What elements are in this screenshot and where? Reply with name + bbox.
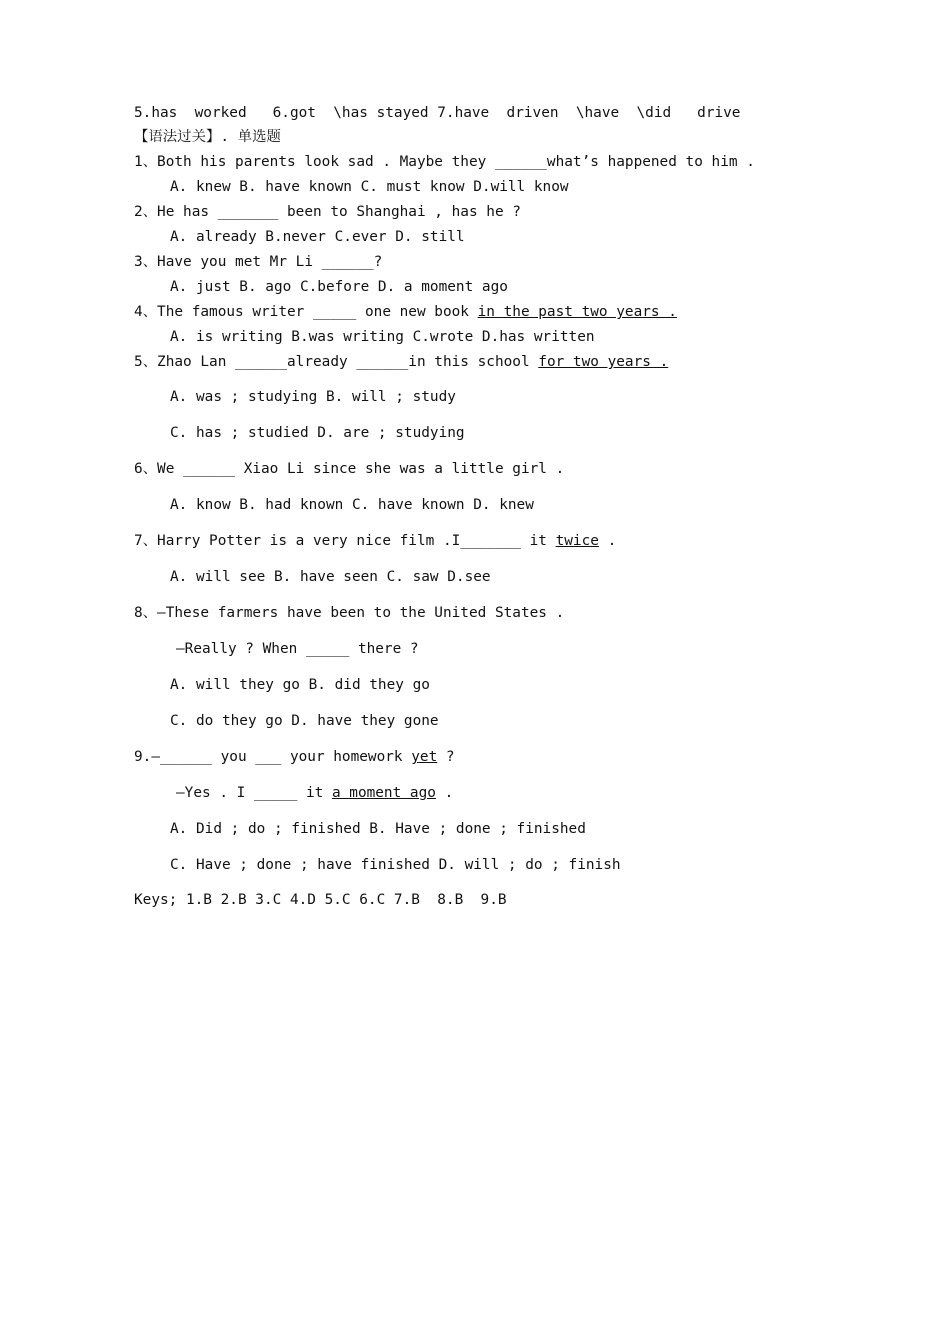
question-7-after: . [598,533,617,549]
section-heading: 【语法过关】. 单选题 [134,129,281,145]
question-1-options: A. knew B. have known C. must know D.will know [170,179,569,195]
question-9-reply-underlined: a moment ago [331,785,436,801]
question-9-text: 9.—______ you ___ your homework [134,749,412,765]
question-2: 2、He has _______ been to Shanghai , has he ? [134,204,521,220]
question-2-options: A. already B.never C.ever D. still [170,229,465,245]
question-7 [134,532,616,550]
question-9-options-2: C. Have ; done ; have finished D. will ; do ; finish [170,857,621,873]
question-5 [134,353,668,371]
question-8-options-2: C. do they go D. have they gone [170,713,439,729]
previous-answers-line: 5.has worked 6.got \has stayed 7.have driven \have \did drive [134,105,741,121]
question-9 [134,748,455,766]
question-9-after: ? [437,749,455,765]
question-3: 3、Have you met Mr Li ______? [134,254,383,270]
question-6: 6、We ______ Xiao Li since she was a little girl . [134,461,565,477]
question-5-underlined: for two years . [538,354,669,370]
question-8-options-1: A. will they go B. did they go [170,677,430,693]
question-9-reply-text: —Yes . I _____ it [176,785,332,801]
question-4 [134,303,677,321]
question-5-text: 5、Zhao Lan ______already ______in this school [134,354,539,370]
question-5-options-2: C. has ; studied D. are ; studying [170,425,465,441]
question-3-options: A. just B. ago C.before D. a moment ago [170,279,508,295]
question-1: 1、Both his parents look sad . Maybe they ______what’s happened to him . [134,154,755,170]
question-9-reply [176,784,453,802]
question-4-options: A. is writing B.was writing C.wrote D.has written [170,329,595,345]
answer-keys: Keys; 1.B 2.B 3.C 4.D 5.C 6.C 7.B 8.B 9.B [134,892,507,908]
question-9-options-1: A. Did ; do ; finished B. Have ; done ; finished [170,821,586,837]
question-4-underlined: in the past two years . [477,304,677,320]
question-8: 8、—These farmers have been to the United States . [134,605,565,621]
question-9-reply-after: . [435,785,454,801]
question-8-reply: —Really ? When _____ there ? [176,641,419,657]
question-4-text: 4、The famous writer _____ one new book [134,304,478,320]
question-7-text: 7、Harry Potter is a very nice film .I_______ it [134,533,556,549]
question-5-options-1: A. was ; studying B. will ; study [170,389,456,405]
question-7-underlined: twice [555,533,599,549]
question-7-options: A. will see B. have seen C. saw D.see [170,569,491,585]
question-6-options: A. know B. had known C. have known D. knew [170,497,534,513]
question-9-underlined: yet [411,749,438,765]
